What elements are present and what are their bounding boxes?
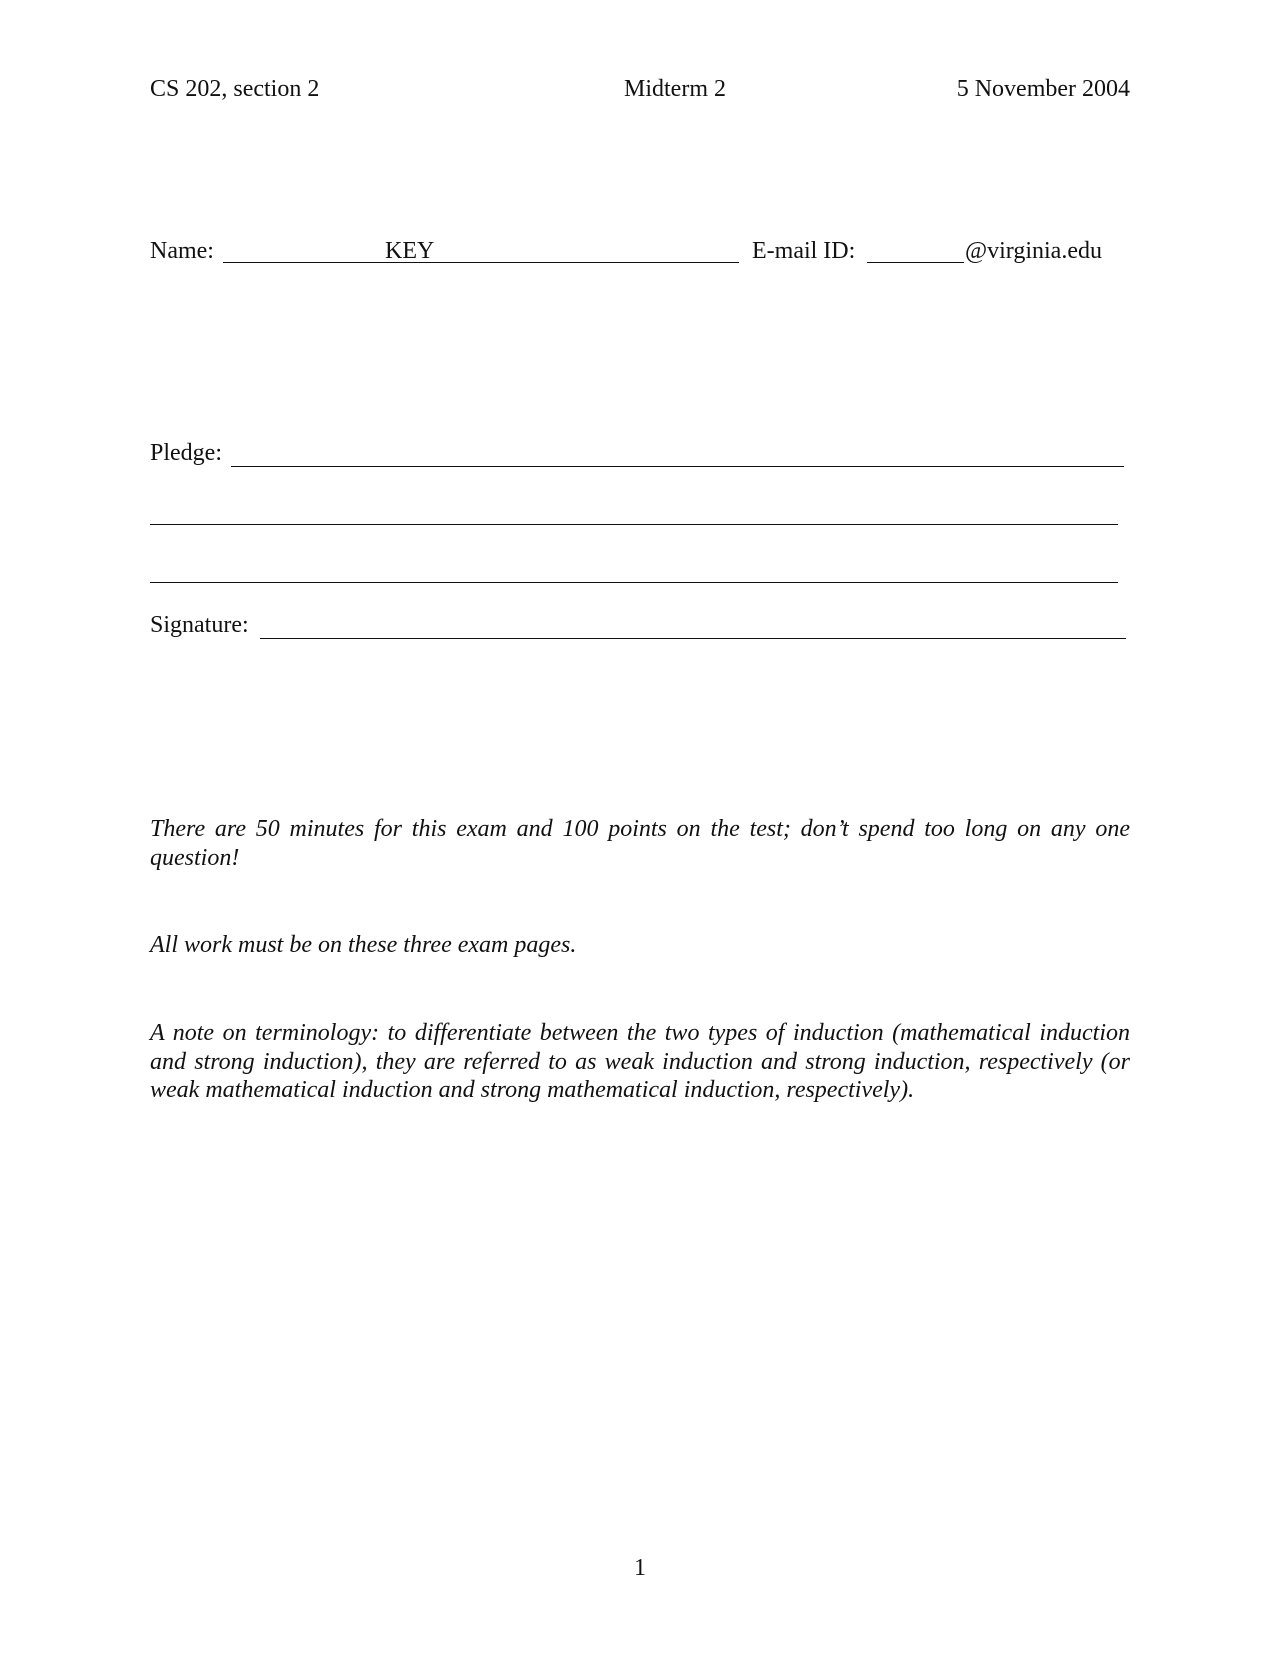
pledge-line-2[interactable] <box>150 524 1118 525</box>
pledge-line-1[interactable] <box>231 466 1124 467</box>
instruction-terminology: A note on terminology: to differentiate between the two types of induction (mathematical induction and strong induction), they are referred to as weak induction and strong induction, respectively (or weak mathematical induction and strong mathematical induction, respectively). <box>150 1020 1130 1103</box>
name-label: Name: <box>150 238 214 264</box>
pledge-label: Pledge: <box>150 440 222 466</box>
email-domain: @virginia.edu <box>965 238 1102 264</box>
signature-label: Signature: <box>150 612 249 638</box>
name-value: KEY <box>385 238 435 264</box>
exam-date: 5 November 2004 <box>956 76 1130 102</box>
exam-title: Midterm 2 <box>624 76 726 102</box>
email-id-field-line[interactable] <box>867 262 964 263</box>
signature-line[interactable] <box>260 638 1126 639</box>
course-section: CS 202, section 2 <box>150 76 320 102</box>
name-field-line[interactable] <box>223 262 739 263</box>
page-number: 1 <box>634 1555 646 1581</box>
instruction-work-pages: All work must be on these three exam pages. <box>150 932 577 958</box>
instruction-time-points: There are 50 minutes for this exam and 100 points on the test; don’t spend too long on any one question! <box>150 816 1130 871</box>
email-label: E-mail ID: <box>752 238 856 264</box>
pledge-line-3[interactable] <box>150 582 1118 583</box>
